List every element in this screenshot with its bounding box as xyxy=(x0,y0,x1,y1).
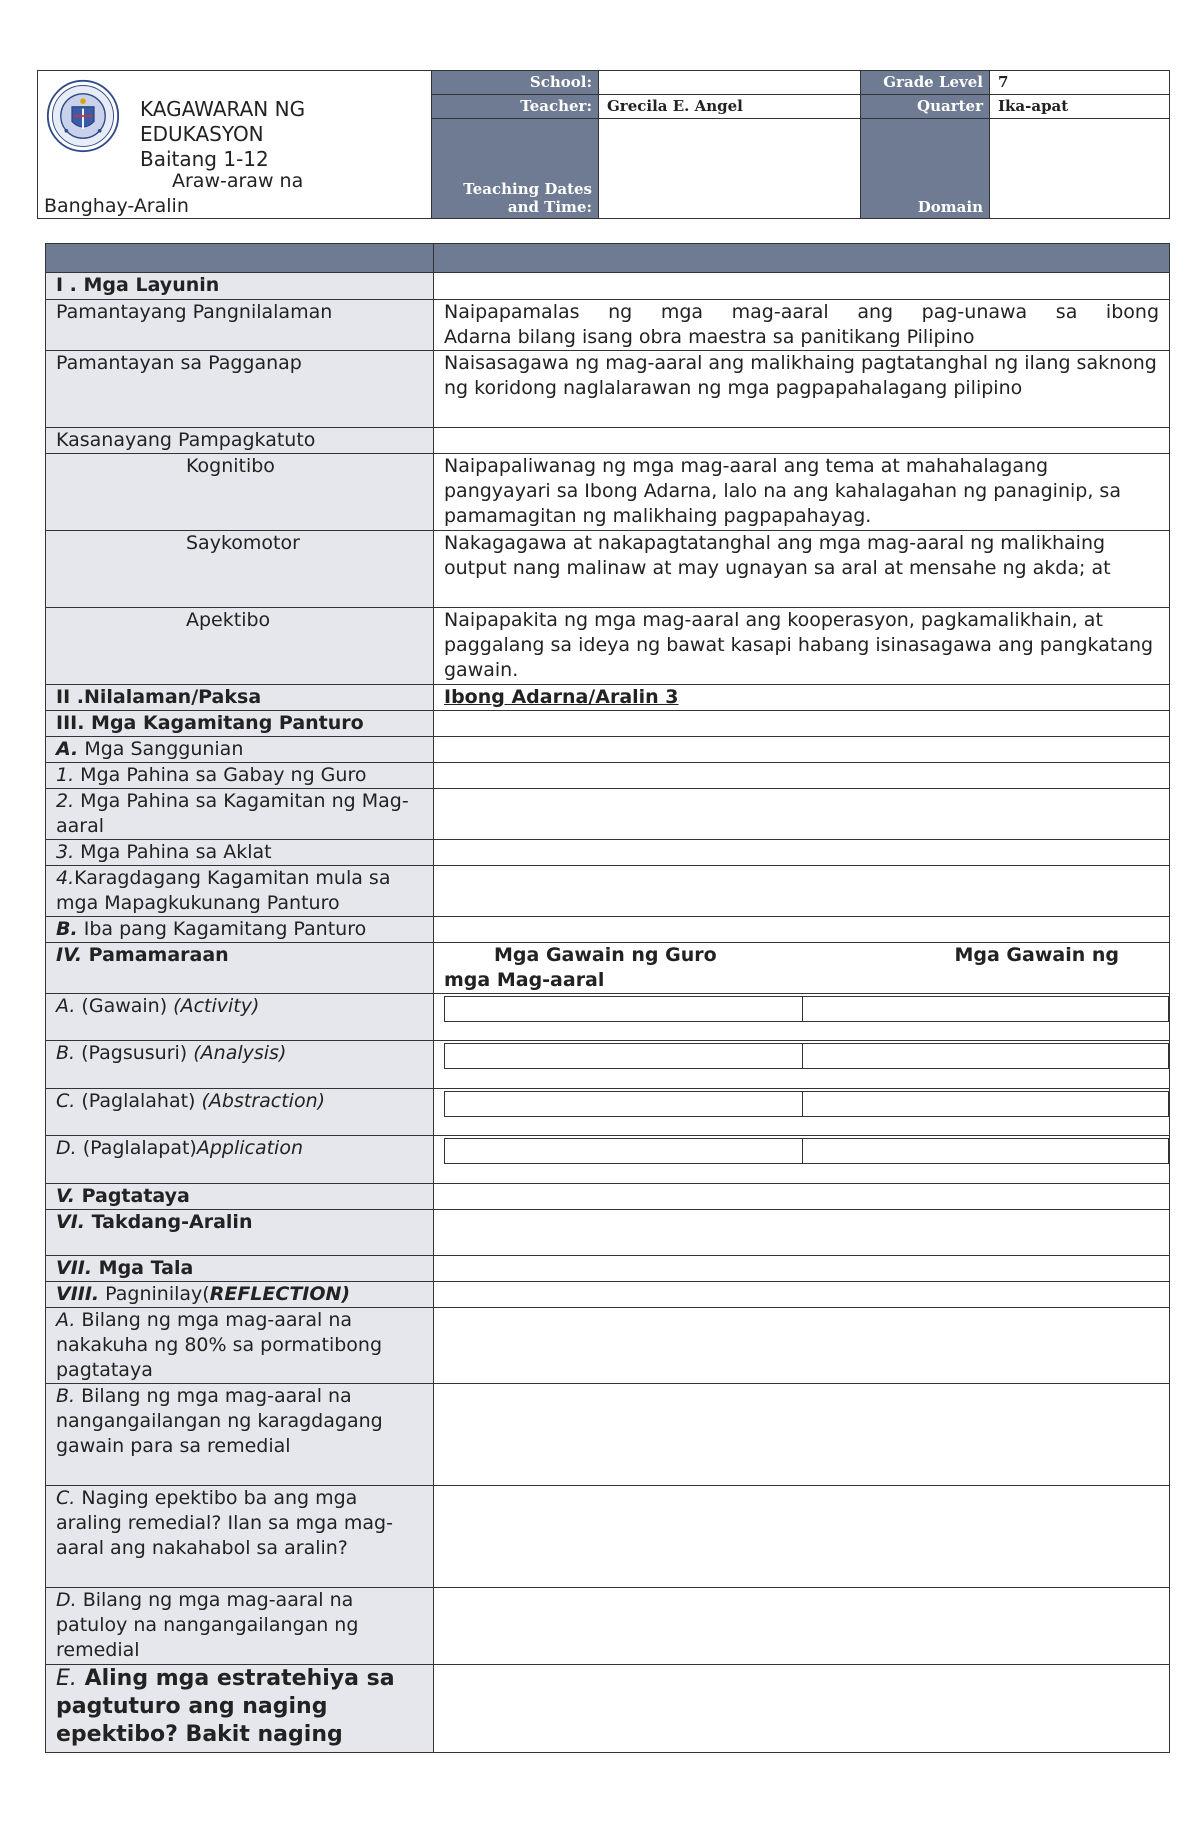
table-row xyxy=(46,1486,1170,1588)
table-row xyxy=(46,840,1170,866)
table-row xyxy=(46,1136,1170,1184)
application-label: D. (Paglalapat)Application xyxy=(46,1136,434,1184)
reflection-a-value[interactable] xyxy=(434,1308,1170,1384)
deped-seal-icon xyxy=(46,79,120,153)
table-row xyxy=(46,1588,1170,1665)
textbook-pages-value[interactable] xyxy=(434,840,1170,866)
quarter-field[interactable]: Ika-apat xyxy=(990,95,1170,119)
table-row xyxy=(46,351,1170,428)
lesson-plan-table xyxy=(45,243,1170,1753)
analysis-student-cell[interactable] xyxy=(803,1044,1169,1069)
table-row xyxy=(46,273,1170,300)
reflection-e-value[interactable] xyxy=(434,1665,1170,1753)
section-objectives-value[interactable] xyxy=(434,273,1170,300)
section-notes-title: VII. Mga Tala xyxy=(46,1256,434,1282)
procedure-column-headers xyxy=(434,943,1170,994)
domain-field[interactable] xyxy=(990,119,1170,219)
table-row xyxy=(46,1282,1170,1308)
learner-materials-label: 2. Mga Pahina sa Kagamitan ng Mag-aaral xyxy=(46,789,434,840)
table-row xyxy=(46,300,1170,351)
table-row xyxy=(46,1210,1170,1256)
table-row xyxy=(46,866,1170,917)
table-row xyxy=(46,531,1170,608)
document-type: Araw-araw na Banghay-Aralin xyxy=(44,170,304,217)
agency-name: KAGAWARAN NG EDUKASYON Baitang 1-12 xyxy=(140,97,306,171)
section-objectives-title: I . Mga Layunin xyxy=(46,273,434,300)
quarter-label: Quarter xyxy=(861,95,990,119)
teaching-dates-field[interactable] xyxy=(599,119,861,219)
reflection-c-label: C. Naging epektibo ba ang mga araling remedial? Ilan sa mga mag-aaral ang nakahabol sa aralin? xyxy=(46,1486,434,1588)
teacher-guide-value[interactable] xyxy=(434,763,1170,789)
performance-standard-label: Pamantayan sa Pagganap xyxy=(46,351,434,428)
domain-label: Domain xyxy=(861,119,990,219)
table-row xyxy=(46,917,1170,943)
table-row xyxy=(46,1041,1170,1089)
references-value[interactable] xyxy=(434,737,1170,763)
table-row xyxy=(46,454,1170,531)
reflection-d-value[interactable] xyxy=(434,1588,1170,1665)
psychomotor-value[interactable]: Nakagagawa at nakapagtatanghal ang mga mag-aaral ng malikhaing output nang malinaw at may ugnayan sa aral at mensahe ng akda; at xyxy=(434,531,1170,608)
header-table xyxy=(37,70,1170,219)
textbook-pages-label: 3. Mga Pahina sa Aklat xyxy=(46,840,434,866)
cognitive-label: Kognitibo xyxy=(46,454,434,531)
table-row xyxy=(46,789,1170,840)
section-procedure-title: IV. Pamamaraan xyxy=(46,943,434,994)
application-student-cell[interactable] xyxy=(803,1139,1169,1164)
table-row xyxy=(46,428,1170,454)
section-evaluation-title: V. Pagtataya xyxy=(46,1184,434,1210)
student-activities-header-cont: mga Mag-aaral xyxy=(444,969,605,991)
table-row xyxy=(46,737,1170,763)
learner-materials-value[interactable] xyxy=(434,789,1170,840)
reflection-e-label: E. Aling mga estratehiya sa pagtuturo ang naging epektibo? Bakit naging xyxy=(46,1665,434,1753)
reflection-d-label: D. Bilang ng mga mag-aaral na patuloy na nangangailangan ng remedial xyxy=(46,1588,434,1665)
teacher-guide-label: 1. Mga Pahina sa Gabay ng Guro xyxy=(46,763,434,789)
cognitive-value[interactable]: Naipapaliwanag ng mga mag-aaral ang tema at mahahalagang pangyayari sa Ibong Adarna, lalo na ang kahalagahan ng panaginip, sa pamamagitan ng malikhaing pagpapahayag. xyxy=(434,454,1170,531)
student-activities-header: Mga Gawain ng xyxy=(954,944,1119,966)
table-row xyxy=(46,608,1170,685)
reflection-c-value[interactable] xyxy=(434,1486,1170,1588)
psychomotor-label: Saykomotor xyxy=(46,531,434,608)
section-materials-value[interactable] xyxy=(434,711,1170,737)
teacher-activities-header: Mga Gawain ng Guro xyxy=(494,944,717,966)
abstraction-student-cell[interactable] xyxy=(803,1092,1169,1117)
section-materials-title: III. Mga Kagamitang Panturo xyxy=(46,711,434,737)
competency-label: Kasanayang Pampagkatuto xyxy=(46,428,434,454)
content-standard-value[interactable]: Naipapamalas ng mga mag-aaral ang pag-unawa sa ibong Adarna bilang isang obra maestra sa panitikang Pilipino xyxy=(434,300,1170,351)
section-reflection-value[interactable] xyxy=(434,1282,1170,1308)
activity-student-cell[interactable] xyxy=(803,997,1169,1022)
table-row xyxy=(46,1089,1170,1136)
school-field[interactable] xyxy=(599,71,861,95)
content-standard-label: Pamantayang Pangnilalaman xyxy=(46,300,434,351)
reflection-a-label: A. Bilang ng mga mag-aaral na nakakuha ng 80% sa pormatibong pagtataya xyxy=(46,1308,434,1384)
additional-resources-value[interactable] xyxy=(434,866,1170,917)
other-materials-value[interactable] xyxy=(434,917,1170,943)
table-row xyxy=(46,685,1170,711)
table-row xyxy=(46,763,1170,789)
table-row xyxy=(46,711,1170,737)
school-label: School: xyxy=(432,71,599,95)
section-assignment-title: VI. Takdang-Aralin xyxy=(46,1210,434,1256)
table-row xyxy=(46,1665,1170,1753)
activity-label: A. (Gawain) (Activity) xyxy=(46,994,434,1041)
teaching-dates-label: Teaching Dates and Time: xyxy=(432,119,599,219)
section-reflection-title: VIII. Pagninilay(REFLECTION) xyxy=(46,1282,434,1308)
analysis-teacher-cell[interactable] xyxy=(445,1044,803,1069)
references-label: A. Mga Sanggunian xyxy=(46,737,434,763)
affective-label: Apektibo xyxy=(46,608,434,685)
table-row xyxy=(46,1308,1170,1384)
table-row xyxy=(46,1256,1170,1282)
reflection-b-label: B. Bilang ng mga mag-aaral na nangangailangan ng karagdagang gawain para sa remedial xyxy=(46,1384,434,1486)
competency-value[interactable] xyxy=(434,428,1170,454)
section-content-value[interactable]: Ibong Adarna/Aralin 3 xyxy=(434,685,1170,711)
table-row xyxy=(46,1184,1170,1210)
teacher-label: Teacher: xyxy=(432,95,599,119)
agency-branding xyxy=(38,71,432,219)
performance-standard-value[interactable]: Naisasagawa ng mag-aaral ang malikhaing pagtatanghal ng ilang saknong ng koridong naglalarawan ng mga pagpapahalagang pilipino xyxy=(434,351,1170,428)
affective-value[interactable]: Naipapakita ng mga mag-aaral ang kooperasyon, pagkamalikhain, at paggalang sa ideya ng bawat kasapi habang isinasagawa ang pangkatang gawain. xyxy=(434,608,1170,685)
table-row xyxy=(46,943,1170,994)
application-teacher-cell[interactable] xyxy=(445,1139,803,1164)
grade-level-label: Grade Level xyxy=(861,71,990,95)
teacher-field[interactable]: Grecila E. Angel xyxy=(599,95,861,119)
activity-teacher-cell[interactable] xyxy=(445,997,803,1022)
abstraction-teacher-cell[interactable] xyxy=(445,1092,803,1117)
reflection-b-value[interactable] xyxy=(434,1384,1170,1486)
abstraction-label: C. (Paglalahat) (Abstraction) xyxy=(46,1089,434,1136)
table-row xyxy=(46,1384,1170,1486)
section-notes-value[interactable] xyxy=(434,1256,1170,1282)
table-row xyxy=(46,994,1170,1041)
section-evaluation-value[interactable] xyxy=(434,1184,1170,1210)
section-content-title: II .Nilalaman/Paksa xyxy=(46,685,434,711)
grade-level-field[interactable]: 7 xyxy=(990,71,1170,95)
section-assignment-value[interactable] xyxy=(434,1210,1170,1256)
additional-resources-label: 4.Karagdagang Kagamitan mula sa mga Mapagkukunang Panturo xyxy=(46,866,434,917)
other-materials-label: B. Iba pang Kagamitang Panturo xyxy=(46,917,434,943)
analysis-label: B. (Pagsusuri) (Analysis) xyxy=(46,1041,434,1089)
table-header-bar xyxy=(46,244,1170,273)
